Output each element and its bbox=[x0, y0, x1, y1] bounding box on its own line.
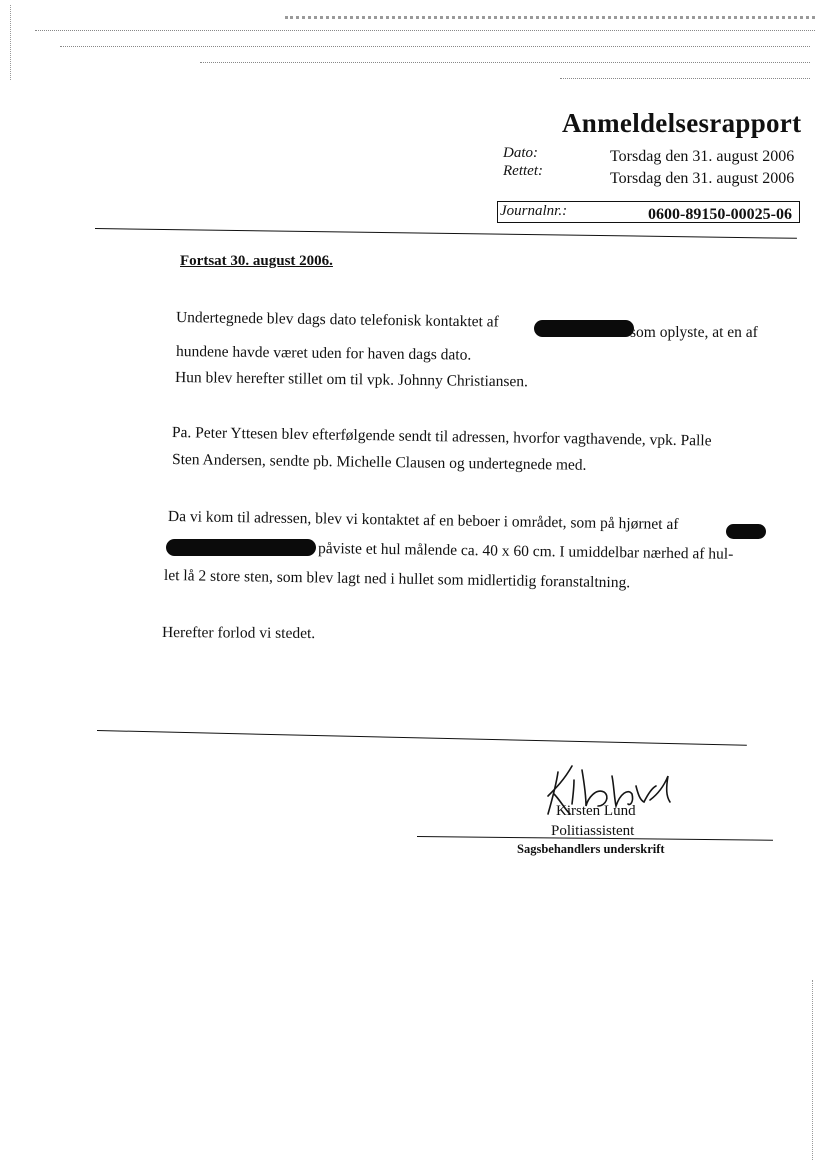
header-rule bbox=[95, 228, 797, 239]
signatory-name: Kirsten Lund bbox=[556, 803, 636, 819]
paragraph-2-line-1: Pa. Peter Yttesen blev efterfølgende sendt til adressen, hvorfor vagthavende, vpk. Palle bbox=[171, 424, 712, 450]
signature-caption: Sagsbehandlers underskrift bbox=[517, 842, 665, 856]
corrected-label: Rettet: bbox=[503, 163, 543, 179]
paragraph-1-line-1a: Undertegnede blev dags dato telefonisk kontaktet af bbox=[175, 309, 499, 331]
date-value: Torsdag den 31. august 2006 bbox=[610, 148, 795, 165]
journal-number: 0600-89150-00025-06 bbox=[648, 206, 792, 223]
paragraph-3-line-3: let lå 2 store sten, som blev lagt ned i hullet som midlertidig foranstaltning. bbox=[163, 567, 631, 592]
paragraph-1-line-2: hundene havde været uden for haven dags dato. bbox=[175, 343, 472, 364]
scan-noise bbox=[200, 62, 810, 63]
corrected-value: Torsdag den 31. august 2006 bbox=[610, 170, 795, 187]
scan-noise bbox=[285, 16, 815, 19]
date-label: Dato: bbox=[503, 145, 538, 161]
redaction-bar bbox=[726, 524, 766, 539]
body-end-rule bbox=[97, 730, 747, 746]
paragraph-1-line-3: Hun blev herefter stillet om til vpk. Johnny Christiansen. bbox=[174, 369, 529, 391]
scan-noise bbox=[35, 30, 815, 31]
signatory-title: Politiassistent bbox=[551, 823, 635, 839]
scan-noise bbox=[60, 46, 810, 47]
paragraph-2-line-2: Sten Andersen, sendte pb. Michelle Clausen og undertegnede med. bbox=[171, 451, 587, 474]
paragraph-3-line-1: Da vi kom til adressen, blev vi kontaktet af en beboer i området, som på hjørnet af bbox=[167, 508, 679, 534]
scan-edge bbox=[10, 5, 11, 80]
paragraph-1-line-1b: som oplyste, at en af bbox=[630, 324, 758, 341]
scan-noise bbox=[560, 78, 810, 79]
redaction-bar bbox=[166, 539, 316, 556]
redaction-bar bbox=[534, 320, 634, 337]
journal-label: Journalnr.: bbox=[500, 203, 568, 219]
paragraph-3-line-2: påviste et hul målende ca. 40 x 60 cm. I umiddelbar nærhed af hul- bbox=[317, 540, 734, 563]
paragraph-4: Herefter forlod vi stedet. bbox=[161, 624, 316, 643]
scan-edge bbox=[812, 980, 813, 1160]
continuation-heading: Fortsat 30. august 2006. bbox=[180, 253, 333, 269]
report-title: Anmeldelsesrapport bbox=[562, 108, 802, 138]
